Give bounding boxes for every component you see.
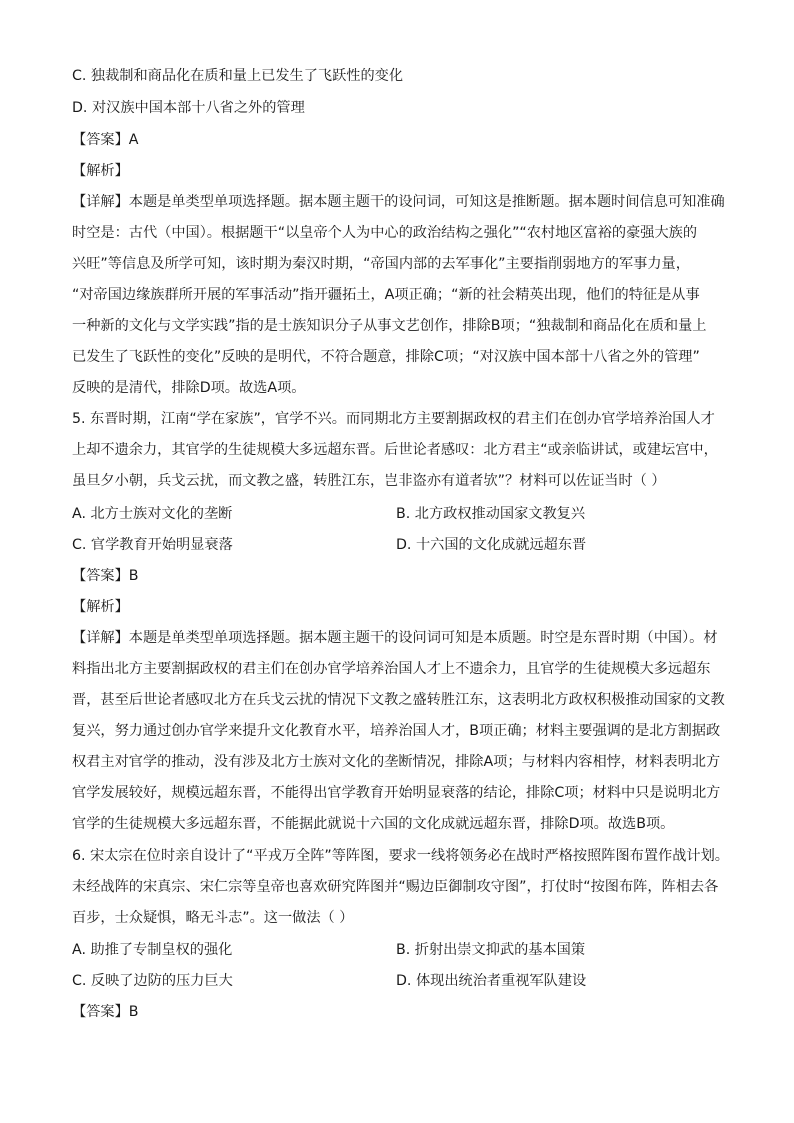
q4-detail-line: 一种新的文化与文学实践”指的是士族知识分子从事文艺创作，排除B项；“独裁制和商品化在质和量上	[72, 318, 707, 334]
q5-option-b: B. 北方政权推动国家文教复兴	[396, 506, 586, 522]
q4-detail-line: 兴旺”等信息及所学可知，该时期为秦汉时期，“帝国内部的去军事化”主要指削弱地方的军事力量，	[72, 256, 690, 272]
q5-detail-line: 料指出北方主要割据政权的君主们在创办官学培养治国人才上不遗余力，且官学的生徒规模大多远超东	[72, 661, 711, 677]
q5-stem-line: 虽旦夕小朝，兵戈云扰，而文教之盛，转胜江东，岂非盗亦有道者欤”？材料可以佐证当时（ ）	[72, 473, 666, 489]
q5-analysis-label: 【解析】	[72, 599, 129, 615]
q4-detail-line: 已发生了飞跃性的变化”反映的是明代，不符合题意，排除C项；“对汉族中国本部十八省之外的管理”	[72, 349, 700, 365]
q4-detail-line: “对帝国边缘族群所开展的军事活动”指开疆拓土，A项正确；“新的社会精英出现，他们的特征是从事	[72, 287, 700, 303]
q5-detail-line: 晋，甚至后世论者感叹北方在兵戈云扰的情况下文教之盛转胜江东，这表明北方政权积极推动国家的文教	[72, 692, 725, 708]
q4-answer: 【答案】A	[72, 132, 139, 148]
q5-option-d: D. 十六国的文化成就远超东晋	[396, 537, 587, 553]
q6-option-a: A. 助推了专制皇权的强化	[72, 942, 233, 958]
q5-option-c: C. 官学教育开始明显衰落	[72, 537, 233, 553]
q5-detail-line: 官学发展较好，规模远超东晋，不能得出官学教育开始明显衰落的结论，排除C项；材料中只是说明北方	[72, 785, 721, 801]
q5-stem-line: 上却不遗余力，其官学的生徒规模大多远超东晋。后世论者感叹：北方君主“或亲临讲试，或建坛宫中，	[72, 442, 718, 458]
q5-detail-line: 权君主对官学的推动，没有涉及北方士族对文化的垄断情况，排除A项；与材料内容相悖，材料表明北方	[72, 754, 721, 770]
q6-stem-line: 未经战阵的宋真宗、宋仁宗等皇帝也喜欢研究阵图并“赐边臣御制攻守图”，打仗时“按图布阵，阵相去各	[72, 879, 719, 895]
q6-option-c: C. 反映了边防的压力巨大	[72, 973, 233, 989]
q4-analysis-label: 【解析】	[72, 163, 129, 179]
q6-stem-line: 百步，士众疑惧，略无斗志”。这一做法（ ）	[72, 910, 354, 926]
q6-option-d: D. 体现出统治者重视军队建设	[396, 973, 587, 989]
q5-detail-line: 官学的生徒规模大多远超东晋，不能据此就说十六国的文化成就远超东晋，排除D项。故选B项。	[72, 816, 675, 832]
q4-detail-line: 【详解】本题是单类型单项选择题。据本题主题干的设问词，可知这是推断题。据本题时间信息可知准确	[72, 194, 725, 210]
q4-detail-line: 时空是：古代（中国）。根据题干“以皇帝个人为中心的政治结构之强化”“农村地区富裕的豪强大族的	[72, 225, 698, 241]
q6-answer: 【答案】B	[72, 1004, 139, 1020]
q6-stem-line: 6. 宋太宗在位时亲自设计了“平戎万全阵”等阵图，要求一线将领务必在战时严格按照阵图布置作战计划。	[72, 848, 729, 864]
q4-detail-line: 反映的是清代，排除D项。故选A项。	[72, 380, 306, 396]
q4-option-d: D. 对汉族中国本部十八省之外的管理	[72, 100, 305, 116]
q5-answer: 【答案】B	[72, 568, 139, 584]
q5-detail-line: 复兴，努力通过创办官学来提升文化教育水平，培养治国人才，B项正确；材料主要强调的是北方割据政	[72, 723, 721, 739]
q5-option-a: A. 北方士族对文化的垄断	[72, 506, 233, 522]
q5-detail-line: 【详解】本题是单类型单项选择题。据本题主题干的设问词可知是本质题。时空是东晋时期（中国）。材	[72, 630, 718, 646]
q6-option-b: B. 折射出崇文抑武的基本国策	[396, 942, 586, 958]
q5-stem-line: 5. 东晋时期，江南“学在家族”，官学不兴。而同期北方主要割据政权的君主们在创办官学培养治国人才	[72, 411, 715, 427]
q4-option-c: C. 独裁制和商品化在质和量上已发生了飞跃性的变化	[72, 68, 404, 84]
